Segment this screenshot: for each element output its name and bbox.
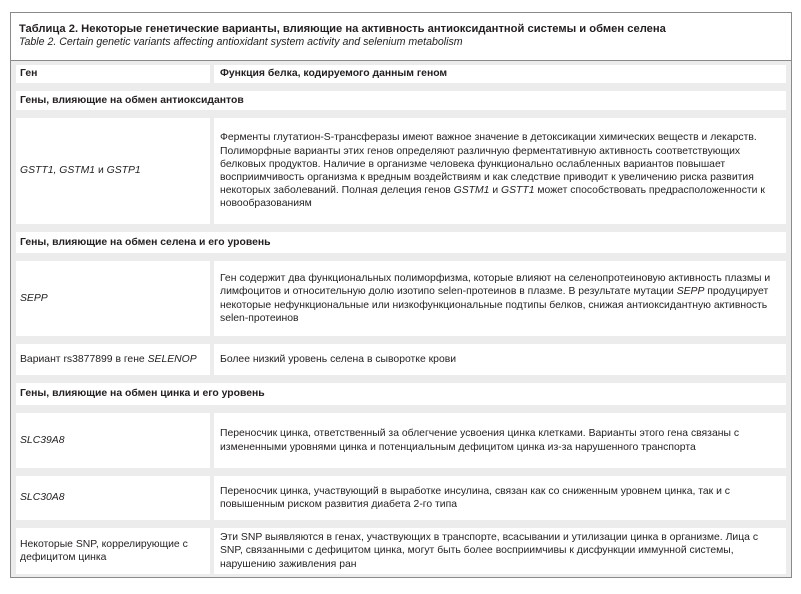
section-title-selenium: Гены, влияющие на обмен селена и его уровень <box>16 232 786 253</box>
gene-name-slc30a8: SLC30A8 <box>20 492 65 504</box>
function-cell-slc39a8 <box>214 413 786 468</box>
table-row-gst <box>11 114 791 228</box>
function-cell-slc30a8 <box>214 476 786 520</box>
function-cell-selenop <box>214 344 786 375</box>
header-gene: Ген <box>16 65 210 83</box>
function-text-slc39a8: Переносчик цинка, ответственный за облегчение усвоения цинка клетками. Варианты этого гена связаны с измененными уровнями цинка и потенциальным дефицитом цинка из-за нарушенного транспорта <box>220 428 740 453</box>
gene-cell-slc39a8 <box>16 413 210 468</box>
section-title-zinc: Гены, влияющие на обмен цинка и его уровень <box>16 383 786 405</box>
table-row-slc39a8 <box>11 409 791 472</box>
caption-russian: Таблица 2. Некоторые генетические варианты, влияющие на активность антиоксидантной системы и обмен селена <box>19 23 666 35</box>
function-cell-snp <box>214 528 786 574</box>
table-header-row <box>11 61 791 87</box>
section-row-antioxidants <box>11 87 791 114</box>
function-cell-gst <box>214 118 786 224</box>
gene-name-sepp: SEPP <box>20 292 48 304</box>
table-row-sepp <box>11 257 791 340</box>
gene-cell-slc30a8 <box>16 476 210 520</box>
gene-cell-selenop <box>16 344 210 375</box>
gene-cell-gst <box>16 118 210 224</box>
gene-cell-snp <box>16 528 210 574</box>
gene-name-snp: Некоторые SNP, коррелирующие с дефицитом цинка <box>20 538 188 563</box>
function-cell-sepp <box>214 261 786 336</box>
table-row-snp <box>11 524 791 578</box>
gene-name-slc39a8: SLC39A8 <box>20 434 65 446</box>
header-function: Функция белка, кодируемого данным геном <box>214 65 786 83</box>
caption-english: Table 2. Certain genetic variants affecting antioxidant system activity and selenium metabolism <box>19 36 463 48</box>
function-text-slc30a8: Переносчик цинка, участвующий в выработке инсулина, связан как со сниженным уровнем цинка, так и с повышенным риском развития диабета 2-го типа <box>220 485 731 510</box>
section-row-selenium <box>11 228 791 257</box>
genetic-variants-table <box>10 12 792 578</box>
table-caption <box>11 13 791 61</box>
function-text-selenop: Более низкий уровень селена в сыворотке крови <box>220 353 457 365</box>
function-text-sepp: Ген содержит два функциональных полиморфизма, которые влияют на селенопротеиновую активность плазмы и лимфоцитов и относительную долю изотипо selen-протеинов в плазме. В результате мутации SEPP продуцирует некоторые нефункциональные или низкофункциональные подтипы белков, снижая антиоксидантную активность selen-протеинов <box>220 273 771 324</box>
gene-cell-sepp <box>16 261 210 336</box>
gene-name-gst: GSTT1, GSTM1 и GSTP1 <box>20 165 141 177</box>
table-row-selenop <box>11 340 791 379</box>
function-text-snp: Эти SNP выявляются в генах, участвующих в транспорте, всасывании и утилизации цинка в организме. Лица с SNP, связанными с дефицитом цинка, могут быть более восприимчивы к дисфункции иммунной системы, нарушению заживления ран <box>220 532 759 570</box>
function-text-gst: Ферменты глутатион-S-трансферазы имеют важное значение в детоксикации химических веществ и лекарств. Полиморфные варианты этих генов определяют различную ферментативную активность соответствующих белковых продуктов. Наличие в организме человека функционально ослабленных вариантов повышает восприимчивость организма к вредным воздействиям и как следствие приводит к увеличению риска развития некоторых заболеваний. Полная делеция генов GSTM1 и GSTT1 может способствовать предрасположенности к новообразованиям <box>220 132 765 210</box>
section-title-antioxidants: Гены, влияющие на обмен антиоксидантов <box>16 91 786 110</box>
table-row-slc30a8 <box>11 472 791 524</box>
gene-name-selenop: Вариант rs3877899 в гене SELENOP <box>20 353 197 365</box>
section-row-zinc <box>11 379 791 409</box>
